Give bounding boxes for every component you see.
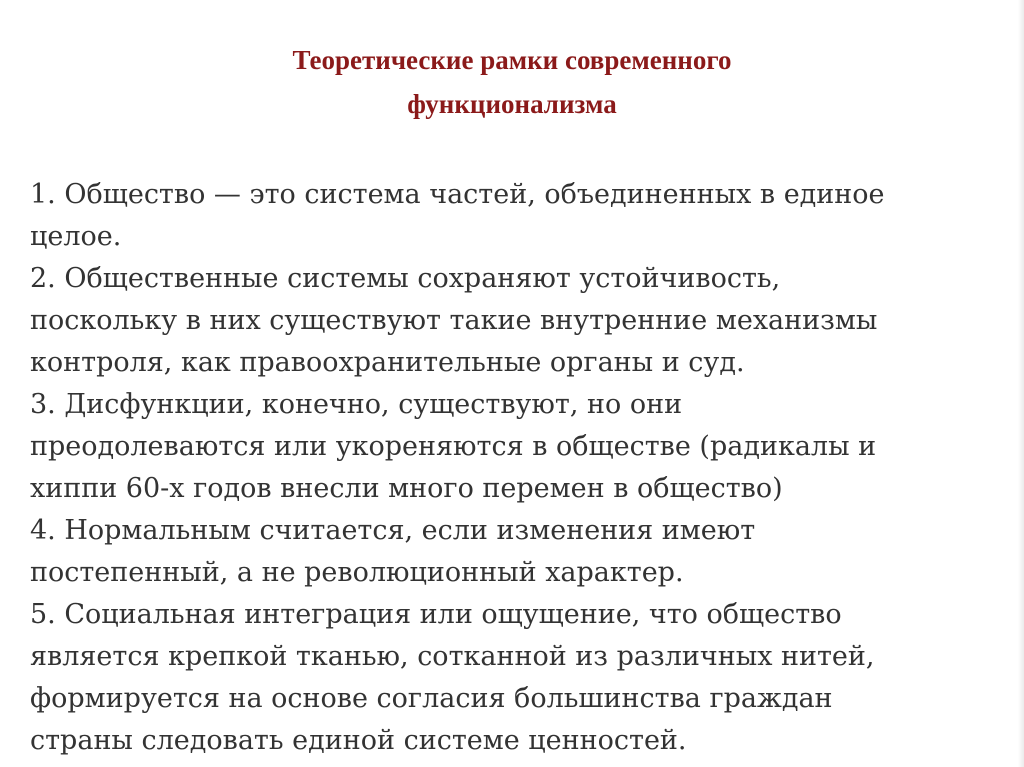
list-item — [30, 258, 990, 384]
slide-edge-shadow — [1018, 0, 1024, 767]
list-item — [30, 384, 990, 510]
item-5-line-4: страны следовать единой системе ценностей. — [30, 725, 687, 756]
slide-title — [80, 38, 944, 126]
item-1-line-1: 1. Общество — это система частей, объединенных в единое — [30, 179, 885, 210]
item-2-line-2: поскольку в них существуют такие внутренние механизмы — [30, 305, 878, 336]
list-item — [30, 594, 990, 762]
list-item — [30, 174, 990, 258]
content-list — [30, 174, 990, 762]
title-line-1: Теоретические рамки современного — [292, 45, 732, 75]
item-3-line-1: 3. Дисфункции, конечно, существуют, но они — [30, 389, 683, 420]
item-1-line-2: целое. — [30, 221, 122, 252]
list-item — [30, 510, 990, 594]
item-5-line-1: 5. Социальная интеграция или ощущение, что общество — [30, 599, 842, 630]
item-4-line-1: 4. Нормальным считается, если изменения имеют — [30, 515, 756, 546]
item-3-line-3: хиппи 60-х годов внесли много перемен в общество) — [30, 473, 783, 504]
item-5-line-2: является крепкой тканью, сотканной из различных нитей, — [30, 641, 875, 672]
item-4-line-2: постепенный, а не революционный характер. — [30, 557, 684, 588]
item-2-line-3: контроля, как правоохранительные органы и суд. — [30, 347, 745, 378]
item-3-line-2: преодолеваются или укореняются в обществе (радикалы и — [30, 431, 877, 462]
item-2-line-1: 2. Общественные системы сохраняют устойчивость, — [30, 263, 781, 294]
item-5-line-3: формируется на основе согласия большинства граждан — [30, 683, 833, 714]
title-line-2: функционализма — [407, 89, 617, 119]
